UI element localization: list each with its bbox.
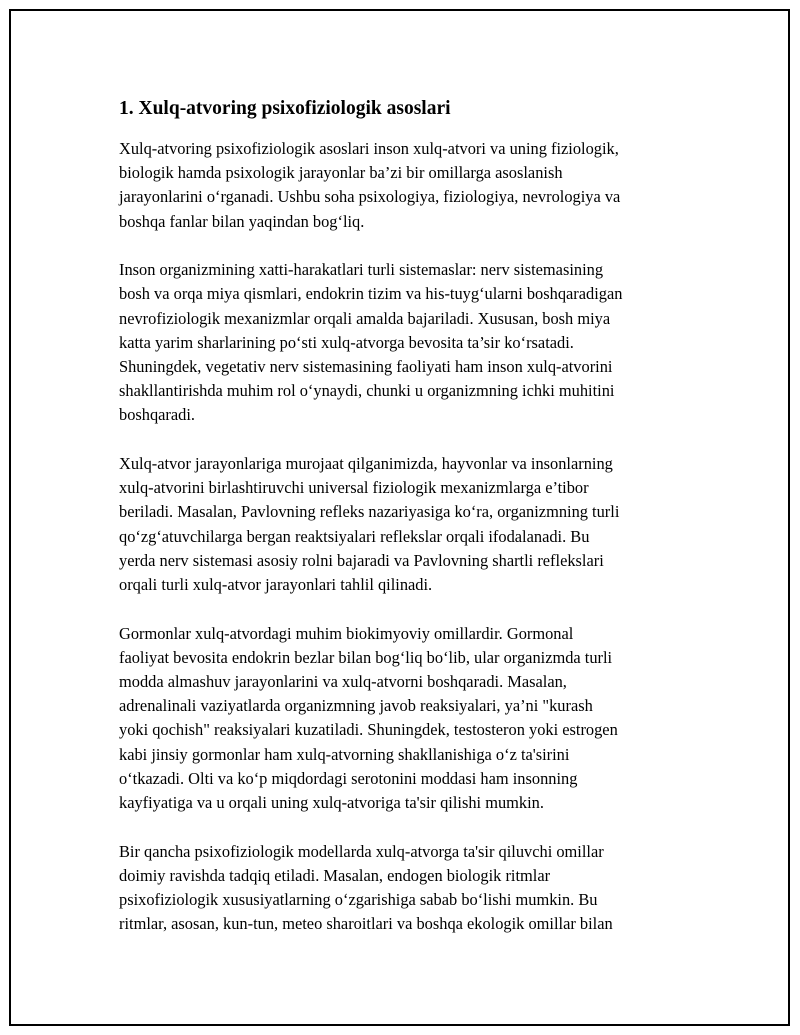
paragraph-1: Xulq-atvoring psixofiziologik asoslari inson xulq-atvori va uning fiziologik, biologik hamda psixologik jarayonlar ba’zi bir omillarga asoslanish jarayonlarini o‘rganadi. Ushbu soha psixologiya, fiziologiya, nevrologiya va boshqa fanlar bilan yaqindan bog‘liq. (119, 139, 621, 231)
paragraph-3: Xulq-atvor jarayonlariga murojaat qilganimizda, hayvonlar va insonlarning xulq-atvorini birlashtiruvchi universal fiziologik mexanizmlarga e’tibor beriladi. Masalan, Pavlovning refleks nazariyasiga ko‘ra, organizmning turli qo‘zg‘atuvchilarga bergan reaktsiyalari reflekslar orqali ifodalanadi. Bu yerda nerv sistemasi asosiy rolni bajaradi va Pavlovning shartli reflekslari orqali turli xulq-atvor jarayonlari tahlil qilinadi. (119, 454, 620, 595)
paragraph-4: Gormonlar xulq-atvordagi muhim biokimyoviy omillardir. Gormonal faoliyat bevosita endokrin bezlar bilan bog‘liq bo‘lib, ular organizmda turli modda almashuv jarayonlarini va xulq-atvorni boshqaradi. Masalan, adrenalinali vaziyatlarda organizmning javob reaksiyalari, ya’ni "kurash yoki qochish" reaksiyalari kuzatiladi. Shuningdek, testosteron yoki estrogen kabi jinsiy gormonlar ham xulq-atvorning shakllanishiga o‘z ta'sirini o‘tkazadi. Olti va ko‘p miqdordagi serotonini moddasi ham insonning kayfiyatiga va u orqali uning xulq-atvoriga ta'sir qilishi mumkin. (119, 623, 618, 813)
section-title: 1. Xulq-atvoring psixofiziologik asoslari (119, 98, 451, 119)
document-body (119, 95, 699, 961)
paragraph-2: Inson organizmining xatti-harakatlari turli sistemaslar: nerv sistemasining bosh va orqa miya qismlari, endokrin tizim va his-tuyg‘ularni boshqaradigan nevrofiziologik mexanizmlar orqali amalda bajariladi. Xususan, bosh miya katta yarim sharlarining po‘sti xulq-atvorga bevosita ta’sir ko‘rsatadi. Shuningdek, vegetativ nerv sistemasining faoliyati ham inson xulq-atvorini shakllantirishda muhim rol o‘ynaydi, chunki u organizmning ichki muhitini boshqaradi. (119, 260, 623, 425)
paragraph-5: Bir qancha psixofiziologik modellarda xulq-atvorga ta'sir qiluvchi omillar doimiy ravishda tadqiq etiladi. Masalan, endogen biologik ritmlar psixofiziologik xususiyatlarning o‘zgarishiga sabab bo‘lishi mumkin. Bu ritmlar, asosan, kun-tun, meteo sharoitlari va boshqa ekologik omillar bilan (119, 841, 613, 934)
page-frame (9, 9, 790, 1026)
